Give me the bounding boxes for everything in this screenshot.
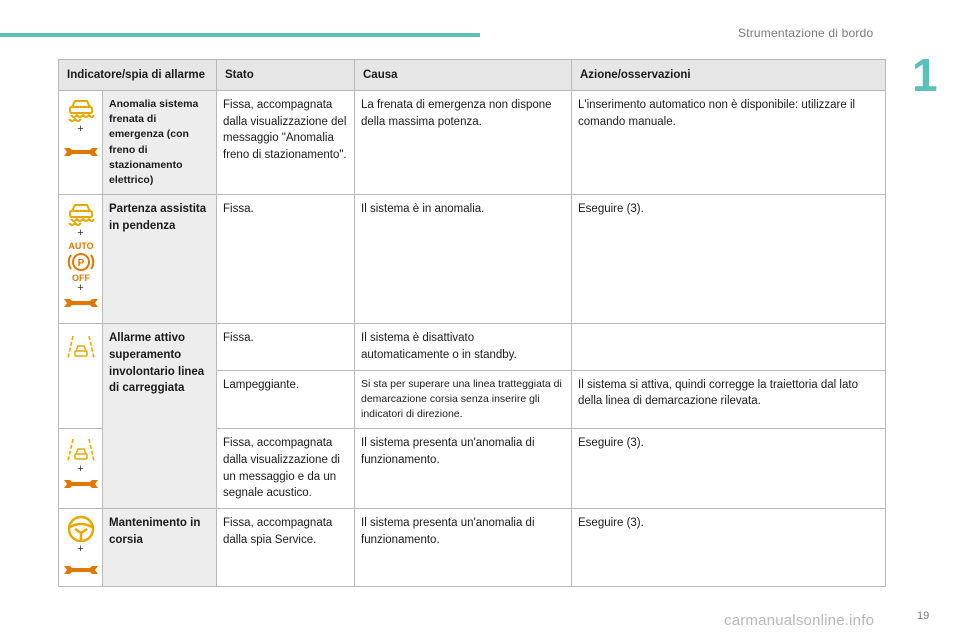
action-cell (572, 324, 886, 370)
icon-cell (59, 429, 103, 509)
plus-sign: + (77, 282, 84, 295)
table-header-row (59, 60, 886, 91)
auto-parking-brake-off-icon (64, 240, 98, 282)
column-header-action: Azione/osservazioni (572, 60, 886, 91)
action-cell: Il sistema si attiva, quindi corregge la traiettoria dal lato della linea di demarcazione rilevata. (572, 370, 886, 429)
indicator-name: Mantenimento in corsia (103, 509, 217, 587)
p-label: P (77, 258, 84, 270)
indicator-name: Anomalia sistema frenata di emergenza (con freno di stazionamento elettrico) (103, 91, 217, 195)
plus-sign: + (77, 463, 84, 476)
page-number: 19 (917, 610, 930, 622)
state-cell: Lampeggiante. (217, 370, 355, 429)
state-cell: Fissa. (217, 324, 355, 370)
icon-cell (59, 509, 103, 587)
cause-cell: Il sistema è disattivato automaticamente o in standby. (355, 324, 572, 370)
plus-sign: + (77, 123, 84, 135)
car-brake-warning-icon (66, 201, 96, 227)
off-label: OFF (71, 273, 90, 283)
section-title: Strumentazione di bordo (738, 26, 874, 40)
table-row (59, 91, 886, 195)
action-cell: Eseguire (3). (572, 195, 886, 324)
state-cell: Fissa, accompagnata dalla visualizzazione del messaggio "Anomalia freno di stazionamento". (217, 91, 355, 195)
column-header-indicator: Indicatore/spia di allarme (59, 60, 217, 91)
table-row (59, 324, 886, 370)
top-accent-bar (0, 33, 480, 37)
lane-departure-icon (66, 437, 96, 463)
auto-label: AUTO (67, 241, 94, 252)
cause-cell: La frenata di emergenza non dispone della massima potenza. (355, 91, 572, 195)
wrench-icon (63, 297, 99, 309)
state-cell: Fissa, accompagnata dalla spia Service. (217, 509, 355, 587)
chapter-number: 1 (912, 49, 938, 101)
state-cell: Fissa. (217, 195, 355, 324)
action-cell: Eseguire (3). (572, 509, 886, 587)
steering-wheel-icon (66, 515, 96, 543)
table-row (59, 509, 886, 587)
icon-cell (59, 91, 103, 195)
indicator-name: Partenza assistita in pendenza (103, 195, 217, 324)
column-header-cause: Causa (355, 60, 572, 91)
wrench-icon (63, 478, 99, 490)
cause-cell: Il sistema presenta un'anomalia di funzionamento. (355, 429, 572, 509)
plus-sign: + (77, 227, 84, 240)
car-brake-warning-icon (66, 97, 96, 123)
wrench-icon (63, 564, 99, 576)
cause-cell: Si sta per superare una linea tratteggiata di demarcazione corsia senza inserire gli indicatori di direzione. (355, 370, 572, 429)
column-header-state: Stato (217, 60, 355, 91)
table-row (59, 195, 886, 324)
cause-cell: Il sistema presenta un'anomalia di funzionamento. (355, 509, 572, 587)
lane-departure-icon (66, 334, 96, 360)
plus-sign: + (77, 543, 84, 555)
action-cell: L'inserimento automatico non è disponibile: utilizzare il comando manuale. (572, 91, 886, 195)
wrench-icon (63, 146, 99, 158)
icon-cell (59, 195, 103, 324)
state-cell: Fissa, accompagnata dalla visualizzazione di un messaggio e da un segnale acustico. (217, 429, 355, 509)
icon-cell (59, 324, 103, 429)
cause-cell: Il sistema è in anomalia. (355, 195, 572, 324)
indicator-name: Allarme attivo superamento involontario linea di carreggiata (103, 324, 217, 509)
action-cell: Eseguire (3). (572, 429, 886, 509)
warning-lights-table (58, 59, 886, 587)
watermark: carmanualsonline.info (724, 612, 875, 629)
